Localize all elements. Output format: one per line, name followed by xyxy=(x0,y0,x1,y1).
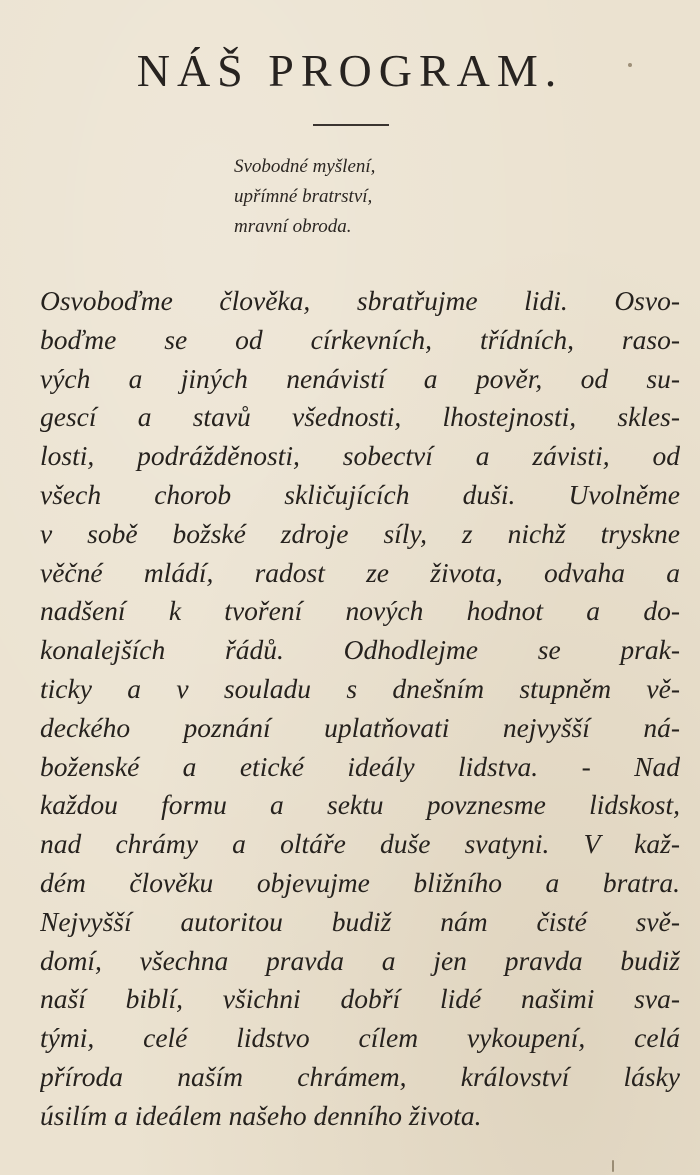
text-line: gescí a stavů všednosti, lhostejnosti, skles- xyxy=(40,401,680,433)
text-line: Nejvyšší autoritou budiž nám čisté svě- xyxy=(40,905,680,937)
text-line: nadšení k tvoření nových hodnot a do- xyxy=(40,595,680,627)
motto xyxy=(234,152,534,242)
text-line: každou formu a sektu povznesme lidskost, xyxy=(40,789,680,821)
text-line: tými, celé lidstvo cílem vykoupení, celá xyxy=(40,1022,680,1054)
paper-speck xyxy=(612,1160,614,1172)
text-line: úsilím a ideálem našeho denního života. xyxy=(40,1099,482,1131)
text-line: boženské a etické ideály lidstva. - Nad xyxy=(40,750,680,782)
text-line: vých a jiných nenávistí a pověr, od su- xyxy=(40,362,680,394)
motto-line: Svobodné myšlení, xyxy=(234,156,376,177)
text-line: všech chorob skličujících duši. Uvolněme xyxy=(40,478,680,510)
text-line: v sobě božské zdroje síly, z nichž tryskne xyxy=(40,517,680,549)
program-text xyxy=(40,282,680,1136)
title-divider xyxy=(313,124,389,126)
text-line: losti, podrážděnosti, sobectví a závisti, od xyxy=(40,440,680,472)
paper-speck xyxy=(628,63,632,67)
text-line: dém člověku objevujme bližního a bratra. xyxy=(40,866,680,898)
page-title: NÁŠ PROGRAM. xyxy=(136,45,564,96)
motto-line: mravní obroda. xyxy=(234,216,352,237)
text-line: věčné mládí, radost ze života, odvaha a xyxy=(40,556,680,588)
text-line: Osvoboďme člověka, sbratřujme lidi. Osvo- xyxy=(40,285,680,316)
text-line: ticky a v souladu s dnešním stupněm vě- xyxy=(40,672,680,704)
text-line: boďme se od církevních, třídních, raso- xyxy=(40,323,680,355)
motto-line: upřímné bratrství, xyxy=(234,186,373,207)
text-line: příroda naším chrámem, království lásky xyxy=(40,1060,680,1092)
text-line: naší biblí, všichni dobří lidé našimi sva- xyxy=(40,983,680,1015)
text-line: nad chrámy a oltáře duše svatyni. V kaž- xyxy=(40,828,680,860)
text-line: deckého poznání uplatňovati nejvyšší ná- xyxy=(40,711,680,743)
text-line: konalejších řádů. Odhodlejme se prak- xyxy=(40,634,680,666)
text-line: domí, všechna pravda a jen pravda budiž xyxy=(40,944,680,976)
